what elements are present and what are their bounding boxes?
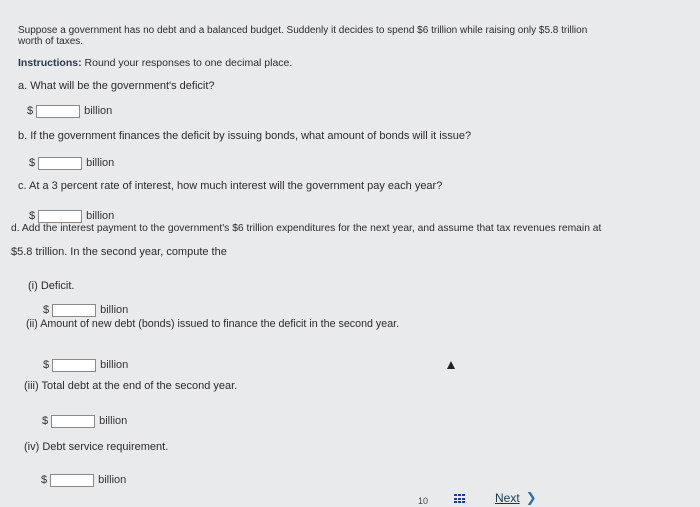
answer-input-a[interactable] [36, 105, 80, 118]
answer-row-c [29, 208, 114, 224]
question-c: c. At a 3 percent rate of interest, how much interest will the government pay each year? [18, 180, 443, 192]
answer-input-d-iv[interactable] [50, 474, 94, 487]
currency-symbol: $ [43, 304, 50, 316]
intro-line-1: Suppose a government has no debt and a balanced budget. Suddenly it decides to spend $6 trillion while raising only $5.8 trillion [18, 25, 588, 36]
instructions-text: Round your responses to one decimal place. [84, 57, 293, 69]
currency-symbol: $ [43, 359, 50, 371]
answer-input-d-ii[interactable] [52, 359, 96, 372]
currency-symbol: $ [41, 474, 48, 486]
unit-label: billion [86, 157, 115, 169]
question-d-line-1: d. Add the interest payment to the government's $6 trillion expenditures for the next year, and assume that tax revenues remain at [11, 223, 602, 234]
answer-row-d-iii [42, 413, 127, 429]
instructions-label: Instructions: [18, 57, 82, 69]
answer-row-d-i [43, 302, 128, 318]
next-button[interactable] [495, 490, 537, 506]
page-indicator: 10 [418, 496, 429, 506]
grid-icon[interactable] [454, 494, 466, 504]
answer-row-b [29, 155, 114, 171]
answer-row-a [27, 103, 112, 119]
question-a: a. What will be the government's deficit? [18, 80, 215, 92]
instructions [18, 57, 292, 69]
answer-input-b[interactable] [38, 157, 82, 170]
currency-symbol: $ [27, 105, 34, 117]
unit-label: billion [84, 105, 113, 117]
answer-input-c[interactable] [38, 210, 82, 223]
question-d-i: (i) Deficit. [28, 280, 75, 292]
unit-label: billion [98, 474, 127, 486]
unit-label: billion [100, 304, 129, 316]
question-d-iii: (iii) Total debt at the end of the second year. [24, 380, 238, 392]
question-d-ii: (ii) Amount of new debt (bonds) issued to finance the deficit in the second year. [26, 318, 400, 330]
next-label: Next [495, 491, 520, 505]
unit-label: billion [100, 359, 129, 371]
question-d-line-2: $5.8 trillion. In the second year, compute the [11, 246, 227, 258]
currency-symbol: $ [29, 210, 36, 222]
answer-input-d-i[interactable] [52, 304, 96, 317]
question-d-iv: (iv) Debt service requirement. [24, 441, 169, 453]
currency-symbol: $ [29, 157, 36, 169]
question-b: b. If the government finances the deficit by issuing bonds, what amount of bonds will it issue? [18, 130, 472, 142]
unit-label: billion [86, 210, 115, 222]
mouse-cursor-icon [447, 361, 455, 369]
unit-label: billion [99, 415, 128, 427]
answer-input-d-iii[interactable] [51, 415, 95, 428]
answer-row-d-iv [41, 472, 126, 488]
intro-line-2: worth of taxes. [18, 36, 84, 47]
currency-symbol: $ [42, 415, 49, 427]
answer-row-d-ii [43, 357, 128, 373]
chevron-right-icon: ❯ [525, 490, 537, 505]
